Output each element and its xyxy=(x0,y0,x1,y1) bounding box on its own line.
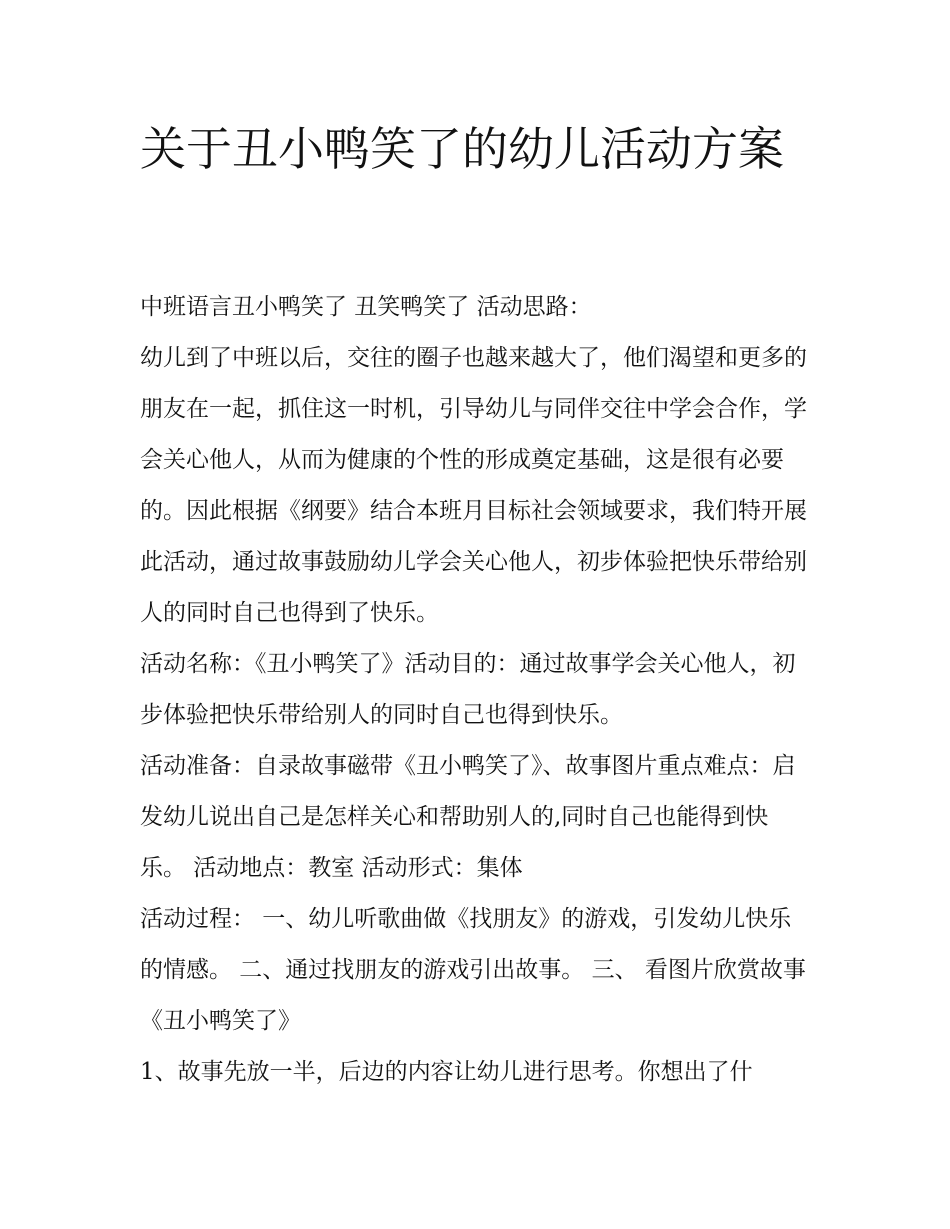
paragraph-step-1: 1、故事先放一半，后边的内容让幼儿进行思考。你想出了什 xyxy=(140,1059,753,1085)
paragraph-activity-name: 活动名称：《丑小鸭笑了》活动目的：通过故事学会关心他人，初步体验把快乐带给别人的同时自己也得到快乐。 xyxy=(140,651,796,728)
paragraph-process: 活动过程： 一、幼儿听歌曲做《找朋友》的游戏，引发幼儿快乐的情感。 二、通过找朋友的游戏引出故事。 三、 看图片欣赏故事《丑小鸭笑了》 xyxy=(140,906,806,1034)
paragraph-rationale: 幼儿到了中班以后，交往的圈子也越来越大了，他们渴望和更多的朋友在一起，抓住这一时机，引导幼儿与同伴交往中学会合作，学会关心他人，从而为健康的个性的形成奠定基础，这是很有必要的。因此根据《纲要》结合本班月目标社会领域要求，我们特开展此活动，通过故事鼓励幼儿学会关心他人，初步体验把快乐带给别人的同时自己也得到了快乐。 xyxy=(140,345,807,626)
document-body xyxy=(140,282,812,1098)
document-title: 关于丑小鸭笑了的幼儿活动方案 xyxy=(140,122,784,176)
paragraph-intro: 中班语言丑小鸭笑了 丑笑鸭笑了 活动思路： xyxy=(140,294,592,320)
paragraph-preparation: 活动准备：自录故事磁带《丑小鸭笑了》、故事图片重点难点：启发幼儿说出自己是怎样关心和帮助别人的,同时自己也能得到快乐。 活动地点：教室 活动形式：集体 xyxy=(140,753,796,881)
